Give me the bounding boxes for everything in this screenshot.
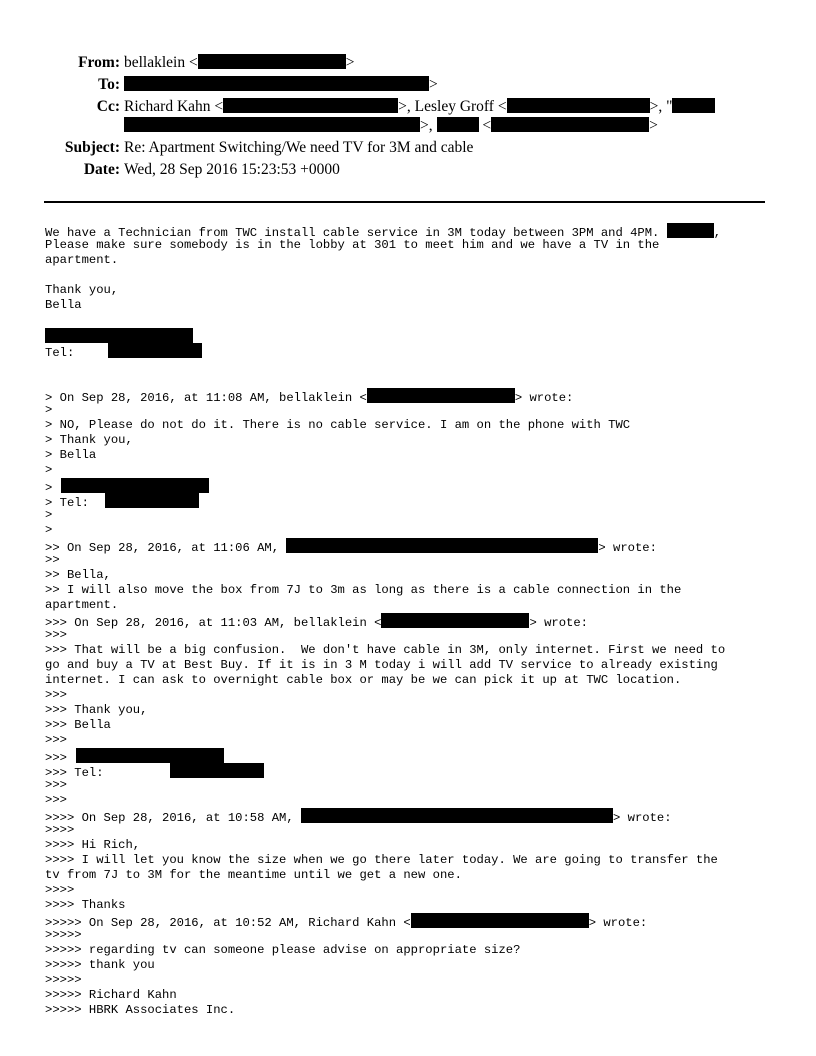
redaction-block — [223, 98, 398, 113]
quote-line: >> Bella, — [45, 568, 111, 582]
quote-line: >> On Sep 28, 2016, at 11:06 AM, > wrote: — [45, 538, 785, 553]
redaction-block — [491, 117, 649, 132]
quote-line: >>> — [45, 793, 67, 807]
body-line: apartment. — [45, 253, 119, 267]
quote-line: >>> — [45, 778, 67, 792]
redaction-block — [198, 54, 346, 69]
redaction-block — [667, 223, 714, 238]
cc-separator: >, " — [649, 98, 673, 115]
redaction-block — [672, 98, 715, 113]
redaction-block — [381, 613, 529, 628]
redaction-block — [286, 538, 598, 553]
quote-line: go and buy a TV at Best Buy. If it is in 3 M today i will add TV service to already existing — [45, 658, 718, 672]
bracket: > — [429, 76, 438, 93]
quote-line: >>> — [45, 688, 67, 702]
quote-line: > NO, Please do not do it. There is no cable service. I am on the phone with TWC — [45, 418, 631, 432]
quote-line: >>> That will be a big confusion. We don't have cable in 3M, only internet. First we need to — [45, 643, 726, 657]
quote-line: internet. I can ask to overnight cable box or may be we can pick it up at TWC location. — [45, 673, 682, 687]
header-divider — [44, 201, 765, 203]
to-row — [0, 75, 816, 95]
quote-line: > — [45, 508, 53, 522]
quote-line: >>>> I will let you know the size when we go there later today. We are going to transfer the — [45, 853, 718, 867]
quote-line: > — [45, 478, 785, 493]
quote-line: >>>> — [45, 883, 75, 897]
redaction-block — [301, 808, 613, 823]
cc-row-continued — [0, 116, 816, 136]
quote-line: > — [45, 523, 53, 537]
quote-line: >> — [45, 553, 60, 567]
body-line: Please make sure somebody is in the lobby at 301 to meet him and we have a TV in the — [45, 238, 660, 252]
redaction-block — [76, 748, 224, 763]
subject-row — [0, 138, 816, 158]
cc-label: Cc: — [96, 98, 120, 115]
quote-line: >>>> On Sep 28, 2016, at 10:58 AM, > wrote: — [45, 808, 785, 823]
from-row — [0, 53, 816, 73]
quote-line: >>>> Hi Rich, — [45, 838, 141, 852]
quote-line: >>>>> — [45, 973, 82, 987]
cc-value — [124, 97, 715, 117]
quote-line: >> I will also move the box from 7J to 3m as long as there is a cable connection in the — [45, 583, 682, 597]
bracket: > — [345, 54, 355, 71]
quote-line: > — [45, 463, 53, 477]
quote-line: > Thank you, — [45, 433, 133, 447]
blank-line — [45, 313, 785, 328]
redaction-block — [124, 117, 420, 132]
quote-line: >>> — [45, 748, 785, 763]
quote-line: > Bella — [45, 448, 97, 462]
quote-line: >>>>> regarding tv can someone please advise on appropriate size? — [45, 943, 521, 957]
redaction-block — [367, 388, 515, 403]
quote-line: > — [45, 403, 53, 417]
quote-line: >>> On Sep 28, 2016, at 11:03 AM, bellaklein < > wrote: — [45, 613, 785, 628]
quote-line: >>> — [45, 628, 67, 642]
cc-separator: < — [482, 117, 492, 134]
redaction-block — [437, 117, 479, 132]
cc-name: Richard Kahn < — [124, 98, 224, 115]
message-body — [45, 223, 785, 1018]
date-row — [0, 160, 816, 180]
date-value: Wed, 28 Sep 2016 15:23:53 +0000 — [124, 161, 340, 178]
signature-tel: Tel: — [45, 343, 785, 358]
quote-line: tv from 7J to 3M for the meantime until we get a new one. — [45, 868, 462, 882]
cc-separator: >, — [420, 117, 433, 134]
subject-label: Subject: — [64, 139, 120, 156]
quote-line: >>>> Thanks — [45, 898, 126, 912]
redaction-block — [170, 763, 264, 778]
date-label: Date: — [83, 161, 120, 178]
redaction-block — [61, 478, 209, 493]
quote-line: >>>>> On Sep 28, 2016, at 10:52 AM, Richard Kahn < > wrote: — [45, 913, 785, 928]
quote-line: >>> Thank you, — [45, 703, 148, 717]
quote-line: >>>>> HBRK Associates Inc. — [45, 1003, 236, 1017]
quote-line: >>>>> Richard Kahn — [45, 988, 177, 1002]
redaction-block — [108, 343, 202, 358]
quote-line: >>> Tel: — [45, 763, 785, 778]
subject-value: Re: Apartment Switching/We need TV for 3M and cable — [124, 139, 474, 156]
redaction-block — [105, 493, 199, 508]
redaction-block — [45, 328, 193, 343]
signature-name: Bella — [45, 298, 82, 312]
redaction-block — [411, 913, 589, 928]
quote-line: >>> Bella — [45, 718, 111, 732]
blank-line — [45, 358, 785, 373]
from-label: From: — [78, 54, 120, 71]
quote-line: >>>> — [45, 823, 75, 837]
cc-row — [0, 97, 816, 117]
quote-line: >>>>> thank you — [45, 958, 155, 972]
cc-name: >, Lesley Groff < — [398, 98, 507, 115]
redaction-block — [124, 76, 429, 91]
quote-line: > On Sep 28, 2016, at 11:08 AM, bellaklein < > wrote: — [45, 388, 785, 403]
cc-value-continued — [124, 116, 658, 136]
body-line: We have a Technician from TWC install cable service in 3M today between 3PM and 4PM. , — [45, 223, 785, 238]
blank-line — [45, 268, 785, 283]
to-label: To: — [98, 76, 120, 93]
quote-line: >>>>> — [45, 928, 82, 942]
quote-line: >>> — [45, 733, 67, 747]
bracket: > — [649, 117, 658, 134]
blank-line — [45, 373, 785, 388]
to-value — [124, 75, 438, 95]
redaction-block — [507, 98, 650, 113]
signature-redacted — [45, 328, 785, 343]
from-name: bellaklein < — [124, 54, 198, 71]
quote-line: apartment. — [45, 598, 119, 612]
body-line: Thank you, — [45, 283, 119, 297]
from-value — [124, 53, 354, 73]
quote-line: > Tel: — [45, 493, 785, 508]
